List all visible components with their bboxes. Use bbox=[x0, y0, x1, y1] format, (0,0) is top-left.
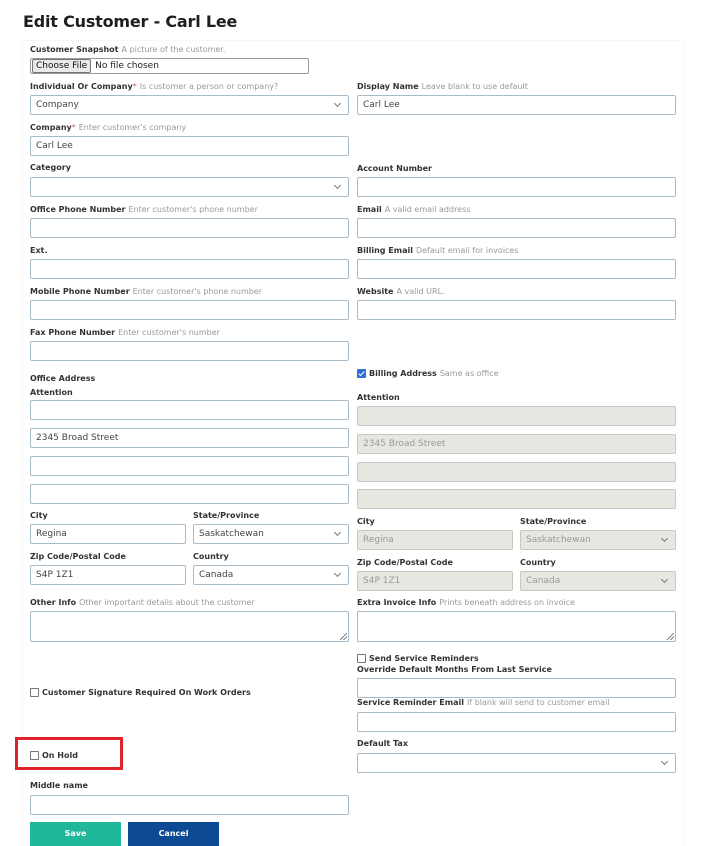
office-address-line2-input[interactable] bbox=[30, 456, 349, 476]
send-service-reminders-label: Send Service Reminders bbox=[369, 654, 479, 663]
on-hold-label: On Hold bbox=[42, 751, 78, 760]
billing-state-select: Saskatchewan bbox=[520, 530, 676, 550]
billing-attention-input bbox=[357, 406, 676, 426]
middle-name-input[interactable] bbox=[30, 795, 349, 815]
chevron-down-icon bbox=[661, 535, 668, 542]
billing-state-label: State/Province bbox=[520, 517, 587, 526]
billing-attention-label: Attention bbox=[357, 393, 400, 402]
mobile-phone-input[interactable] bbox=[30, 300, 349, 320]
extra-invoice-label: Extra Invoice Info Prints beneath address on invoice bbox=[357, 598, 576, 607]
billing-email-input[interactable] bbox=[357, 259, 676, 279]
save-button[interactable]: Save bbox=[30, 822, 121, 846]
ext-input[interactable] bbox=[30, 259, 349, 279]
override-months-input[interactable] bbox=[357, 678, 676, 698]
display-name-input[interactable]: Carl Lee bbox=[357, 95, 676, 115]
office-attention-input[interactable] bbox=[30, 400, 349, 420]
office-zip-label: Zip Code/Postal Code bbox=[30, 552, 126, 561]
reminder-email-input[interactable] bbox=[357, 712, 676, 732]
default-tax-select[interactable] bbox=[357, 753, 676, 773]
snapshot-label: Customer Snapshot A picture of the customer. bbox=[30, 45, 226, 54]
extra-invoice-textarea[interactable] bbox=[357, 611, 676, 642]
resize-grip-icon[interactable] bbox=[340, 633, 347, 640]
office-address-label: Office Address bbox=[30, 374, 96, 383]
mobile-phone-label: Mobile Phone Number Enter customer's phone number bbox=[30, 287, 263, 296]
office-attention-label: Attention bbox=[30, 388, 73, 397]
ext-label: Ext. bbox=[30, 246, 48, 255]
send-service-reminders-checkbox[interactable] bbox=[357, 654, 366, 663]
reminder-email-label: Service Reminder Email If blank will send to customer email bbox=[357, 698, 610, 707]
email-label: Email A valid email address bbox=[357, 205, 471, 214]
category-label: Category bbox=[30, 163, 71, 172]
display-name-label: Display Name Leave blank to use default bbox=[357, 82, 528, 91]
file-status: No file chosen bbox=[95, 61, 159, 71]
account-number-input[interactable] bbox=[357, 177, 676, 197]
billing-same-as-office-checkbox[interactable] bbox=[357, 369, 366, 378]
signature-required-label: Customer Signature Required On Work Orders bbox=[42, 688, 251, 697]
office-zip-input[interactable]: S4P 1Z1 bbox=[30, 565, 186, 585]
on-hold-checkbox[interactable] bbox=[30, 751, 39, 760]
cancel-button[interactable]: Cancel bbox=[128, 822, 219, 846]
billing-zip-input: S4P 1Z1 bbox=[357, 571, 513, 591]
email-input[interactable] bbox=[357, 218, 676, 238]
account-number-label: Account Number bbox=[357, 164, 432, 173]
chevron-down-icon bbox=[334, 529, 341, 536]
billing-email-label: Billing Email Default email for invoices bbox=[357, 246, 519, 255]
company-label: Company* Enter customer's company bbox=[30, 123, 187, 132]
website-label: Website A valid URL. bbox=[357, 287, 445, 296]
billing-country-label: Country bbox=[520, 558, 556, 567]
office-city-label: City bbox=[30, 511, 48, 520]
fax-phone-label: Fax Phone Number Enter customer's number bbox=[30, 328, 220, 337]
company-input[interactable]: Carl Lee bbox=[30, 136, 349, 156]
website-input[interactable] bbox=[357, 300, 676, 320]
fax-phone-input[interactable] bbox=[30, 341, 349, 361]
page-title: Edit Customer - Carl Lee bbox=[23, 12, 238, 31]
chevron-down-icon bbox=[334, 570, 341, 577]
other-info-textarea[interactable] bbox=[30, 611, 349, 642]
individual-label: Individual Or Company* Is customer a person or company? bbox=[30, 82, 279, 91]
office-country-label: Country bbox=[193, 552, 229, 561]
other-info-label: Other Info Other important details about the customer bbox=[30, 598, 255, 607]
middle-name-label: Middle name bbox=[30, 781, 88, 790]
individual-or-company-select[interactable]: Company bbox=[30, 95, 349, 115]
billing-address-line1-input: 2345 Broad Street bbox=[357, 434, 676, 454]
chevron-down-icon bbox=[661, 576, 668, 583]
office-state-select[interactable]: Saskatchewan bbox=[193, 524, 349, 544]
billing-city-input: Regina bbox=[357, 530, 513, 550]
signature-required-checkbox[interactable] bbox=[30, 688, 39, 697]
category-select[interactable] bbox=[30, 177, 349, 197]
choose-file-button[interactable]: Choose File bbox=[32, 59, 91, 73]
office-country-select[interactable]: Canada bbox=[193, 565, 349, 585]
snapshot-file-input[interactable] bbox=[30, 58, 309, 74]
office-phone-input[interactable] bbox=[30, 218, 349, 238]
billing-address-label: Billing Address Same as office bbox=[369, 369, 499, 378]
billing-address-line2-input bbox=[357, 462, 676, 482]
chevron-down-icon bbox=[661, 758, 668, 765]
billing-zip-label: Zip Code/Postal Code bbox=[357, 558, 453, 567]
billing-city-label: City bbox=[357, 517, 375, 526]
office-phone-label: Office Phone Number Enter customer's phone number bbox=[30, 205, 258, 214]
resize-grip-icon[interactable] bbox=[667, 633, 674, 640]
office-state-label: State/Province bbox=[193, 511, 260, 520]
chevron-down-icon bbox=[334, 182, 341, 189]
default-tax-label: Default Tax bbox=[357, 739, 408, 748]
billing-address-line3-input bbox=[357, 489, 676, 509]
billing-country-select: Canada bbox=[520, 571, 676, 591]
office-city-input[interactable]: Regina bbox=[30, 524, 186, 544]
office-address-line1-input[interactable]: 2345 Broad Street bbox=[30, 428, 349, 448]
chevron-down-icon bbox=[334, 100, 341, 107]
override-months-label: Override Default Months From Last Service bbox=[357, 665, 552, 674]
office-address-line3-input[interactable] bbox=[30, 484, 349, 504]
